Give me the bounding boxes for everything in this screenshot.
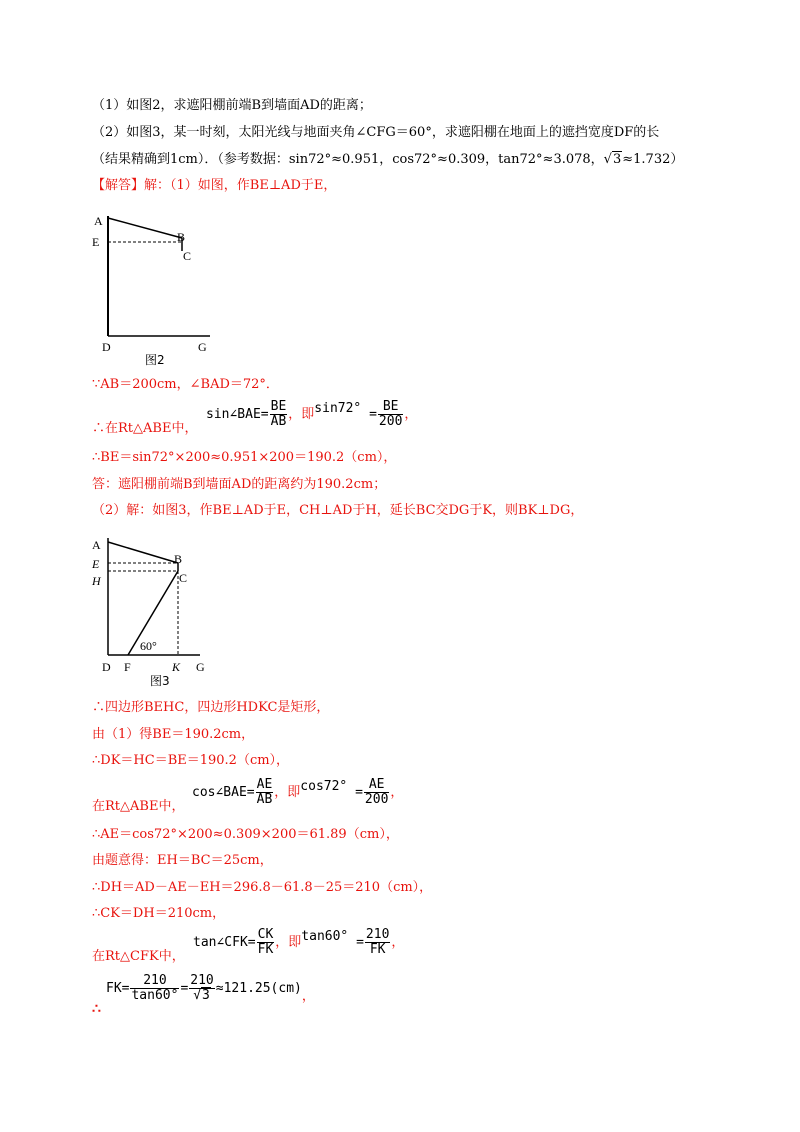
rt-abe-line-1: ∴在Rt△ABE中，: [92, 421, 198, 436]
label-E: E: [92, 557, 100, 571]
label-G: G: [198, 340, 207, 354]
formula-tan-cfk: tan∠CFK= $\frac{CK}{FK}$ ，即tan60° = $\frac{210}{FK}$ ，: [193, 927, 405, 957]
rt-abe-line-2: 在Rt△ABE中，: [92, 799, 185, 814]
reference-data-end: ≈1.732）: [622, 152, 684, 167]
label-A: A: [94, 214, 103, 228]
rt-cfk-line: 在Rt△CFK中，: [92, 949, 185, 964]
ae-value-line: ∴AE＝cos72°×200≈0.309×200＝61.89（cm），: [92, 827, 399, 842]
reference-data-text: （结果精确到1cm）．（参考数据：sin72°≈0.951，cos72°≈0.309，tan72°≈3.078，: [92, 152, 604, 167]
sqrt-symbol: √3: [193, 988, 210, 1003]
be-value-line: ∴BE＝sin72°×200≈0.951×200＝190.2（cm），: [92, 450, 397, 465]
label-C: C: [179, 571, 188, 585]
formula-cos-bae: cos∠BAE= $\frac{AE}{AB}$ ，即cos72° = $\frac{AE}{200}$ ，: [192, 777, 404, 807]
answer-1-line: 答：遮阳棚前端B到墙面AD的距离约为190.2cm；: [92, 477, 387, 492]
eh-line: 由题意得：EH＝BC＝25cm，: [92, 853, 273, 868]
label-E: E: [92, 235, 100, 249]
fraction-be-200: $\frac{BE}{200}$: [378, 399, 403, 429]
question-2: （2）如图3，某一时刻，太阳光线与地面夹角∠CFG＝60°，求遮阳棚在地面上的遮挡宽度DF的长: [92, 125, 660, 140]
answer-tag: 【解答】: [92, 178, 145, 193]
dh-line: ∴DH＝AD－AE－EH＝296.8－61.8－25＝210（cm），: [92, 880, 433, 895]
label-A: A: [92, 538, 101, 552]
question-1: （1）如图2，求遮阳棚前端B到墙面AD的距离；: [92, 98, 372, 113]
from-1-line: 由（1）得BE＝190.2cm，: [92, 727, 255, 742]
dk-line: ∴DK＝HC＝BE＝190.2（cm），: [92, 753, 290, 768]
question-2-reference: [92, 151, 683, 169]
label-B: B: [174, 552, 183, 566]
given-line: ∵AB＝200cm，∠BAD＝72°．: [92, 377, 279, 392]
solution-1-head: [92, 177, 336, 195]
solution-2-head: （2）解：如图3，作BE⊥AD于E，CH⊥AD于H，延长BC交DG于K，则BK⊥DG，: [92, 503, 584, 518]
figure-3-caption: 图3: [150, 674, 170, 688]
fraction-ae-ab: $\frac{AE}{AB}$: [256, 777, 273, 807]
label-D: D: [102, 340, 111, 354]
figure-2: [90, 206, 230, 368]
label-G: G: [196, 660, 205, 674]
figure-3: [90, 530, 230, 692]
rectangle-line: ∴四边形BEHC，四边形HDKC是矩形，: [92, 700, 330, 715]
fraction-ae-200: $\frac{AE}{200}$: [364, 777, 389, 807]
therefore-symbol: ∴: [92, 1001, 101, 1017]
label-D: D: [102, 660, 111, 674]
formula-fk: FK= $\frac{210}{\tan 60^\circ}$ = $\frac{210}{√3}$ ≈121.25(cm)，: [106, 973, 315, 1004]
label-K: K: [172, 660, 181, 674]
label-F: F: [124, 660, 131, 674]
sqrt-symbol: √3: [603, 152, 622, 167]
figure-2-diagram: [90, 206, 230, 368]
ck-line: ∴CK＝DH＝210cm，: [92, 906, 226, 921]
solution-1-text: 解：（1）如图，作BE⊥AD于E，: [144, 178, 337, 193]
fraction-be-ab: $\frac{BE}{AB}$: [270, 399, 287, 429]
fraction-210-fk: $\frac{210}{FK}$: [365, 927, 390, 957]
label-B: B: [177, 230, 186, 244]
formula-sin-bae: sin∠BAE= $\frac{BE}{AB}$ ，即sin72° = $\frac{BE}{200}$ ，: [206, 399, 418, 429]
fraction-ck-fk: $\frac{CK}{FK}$: [257, 927, 274, 957]
label-angle-60: 60°: [140, 639, 157, 653]
fraction-210-tan60: $\frac{210}{\tan 60^\circ}$: [131, 973, 179, 1003]
label-H: H: [92, 574, 101, 588]
figure-2-caption: 图2: [145, 353, 165, 367]
label-C: C: [183, 249, 192, 263]
figure-3-diagram: [90, 530, 230, 692]
fraction-210-sqrt3: $\frac{210}{√3}$: [190, 973, 214, 1003]
